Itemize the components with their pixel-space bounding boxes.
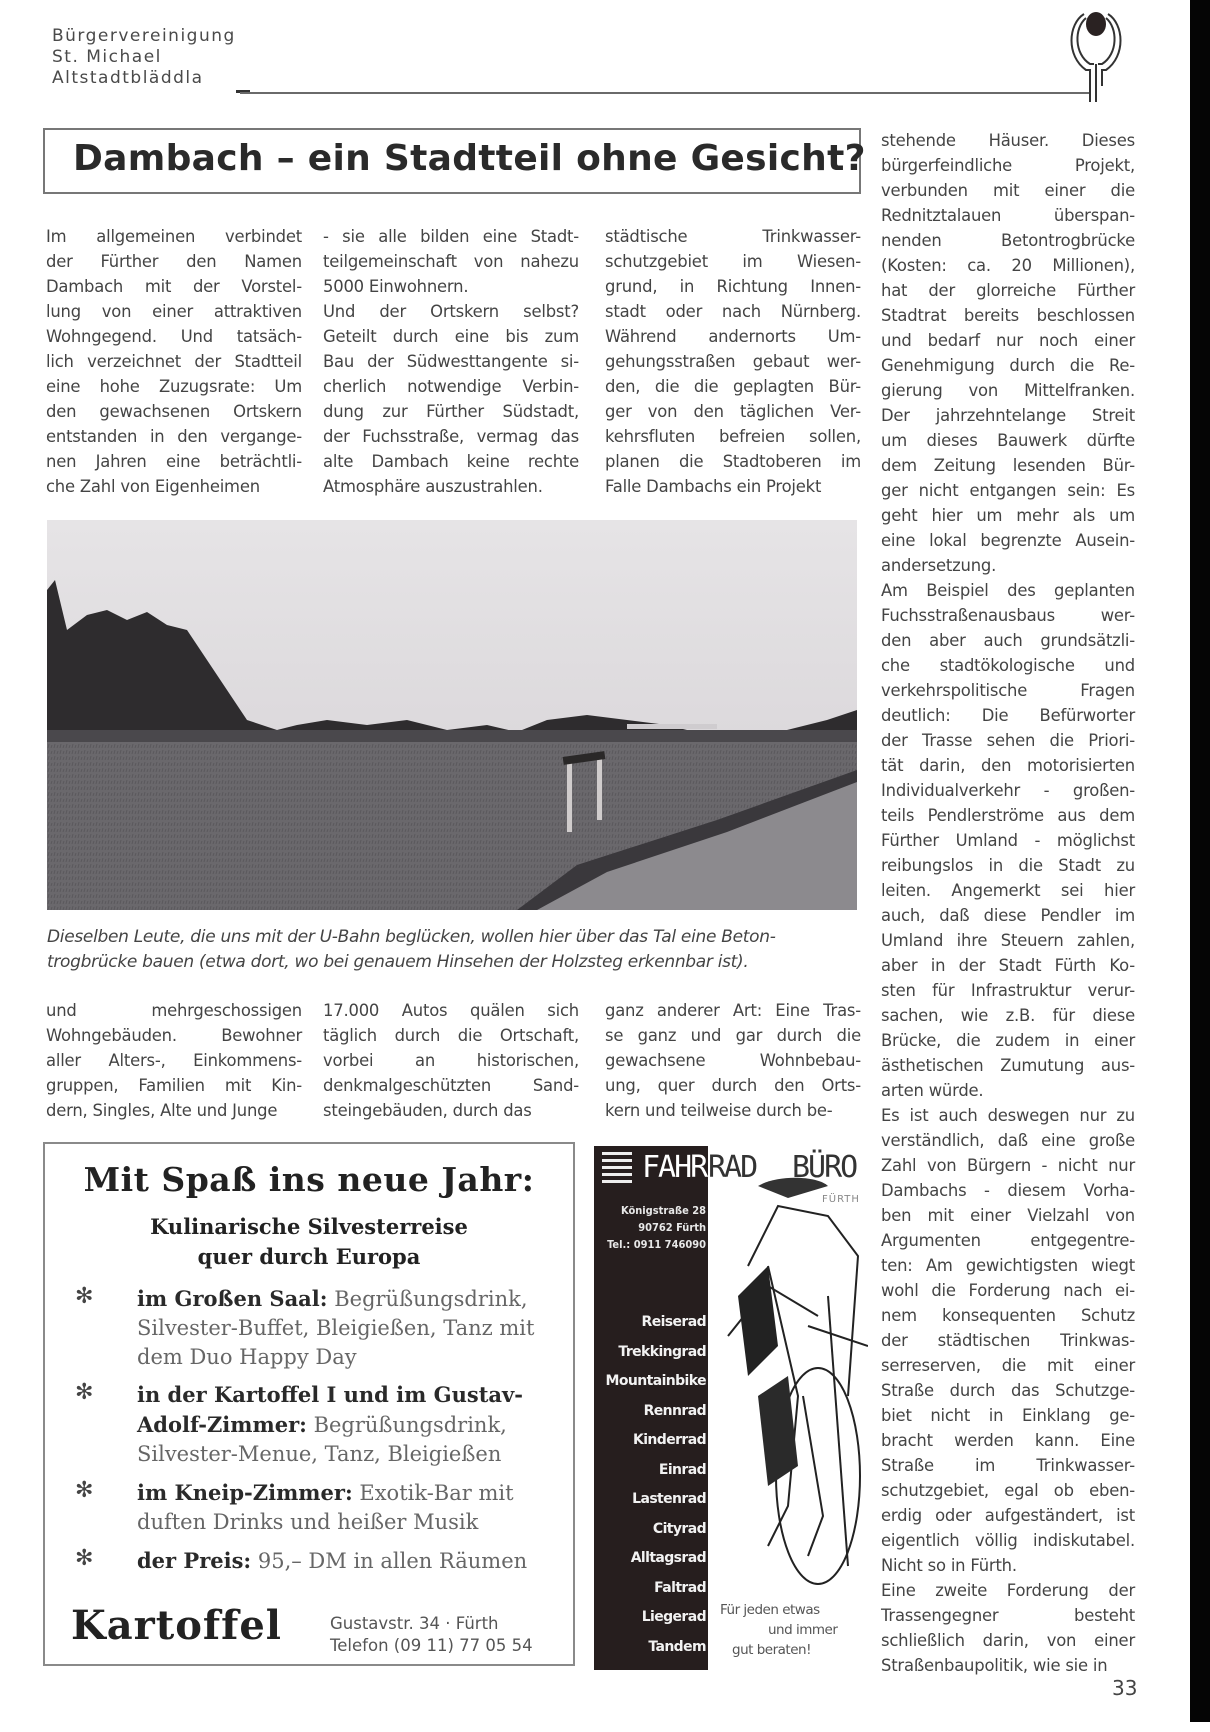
ad-item-details: Exotik-Bar mit duften Drinks und heißer Musik — [137, 1481, 514, 1534]
bike-type-item: Faltrad — [654, 1579, 706, 1596]
page-number: 33 — [1112, 1676, 1138, 1700]
text-line: Während andernorts Um- — [605, 327, 861, 346]
ad-item-price: 95,– DM in allen Räumen — [251, 1549, 528, 1573]
article-column-3-continued — [605, 998, 861, 1123]
text-line: Wohngebäuden. Bewohner — [46, 1026, 302, 1045]
bike-type-item: Mountainbike — [605, 1373, 706, 1389]
text-line: Dambach mit der Vorstel- — [46, 277, 302, 296]
text-line: Nicht so in Fürth. — [881, 1556, 1017, 1575]
slogan-line-2: und immer — [768, 1622, 838, 1638]
bike-type-item: Tandem — [648, 1638, 706, 1655]
text-line: andersetzung. — [881, 556, 997, 575]
text-line: Straße im Trinkwasser- — [881, 1456, 1135, 1475]
meadow-photo — [47, 520, 857, 910]
text-line: Der jahrzehntelange Streit — [881, 406, 1135, 425]
bike-type-item: Kinderrad — [632, 1432, 706, 1448]
text-line: Und der Ortskern selbst? — [323, 302, 579, 321]
text-line: Wohngegend. Und tatsäch- — [46, 327, 302, 346]
text-line: städtische Trinkwasser- — [605, 227, 861, 246]
text-line: reibungslos in die Stadt zu — [881, 856, 1135, 875]
kartoffel-contact — [330, 1613, 533, 1657]
text-line: ästhetischen Zumutung aus- — [881, 1056, 1135, 1075]
text-line: che stadtökologische und — [881, 656, 1135, 675]
text-line: deutlich: Die Befürworter — [881, 706, 1135, 725]
text-line: dung zur Fürther Südstadt, — [323, 402, 579, 421]
ad-title: Mit Spaß ins neue Jahr: — [83, 1160, 535, 1199]
bike-type-list — [606, 1308, 706, 1662]
kartoffel-address: Gustavstr. 34 · Fürth — [330, 1614, 499, 1633]
asterisk-icon: ✻ — [75, 1478, 94, 1503]
text-line: teils Pendlerströme aus dem — [881, 806, 1135, 825]
text-line: geht hier um mehr als um — [881, 506, 1135, 525]
ad-item-label: der Preis: — [137, 1548, 252, 1573]
text-line: che Zahl von Eigenheimen — [46, 477, 260, 496]
text-line: und mehrgeschossigen — [46, 1001, 302, 1020]
text-line: Falle Dambachs ein Projekt — [605, 477, 822, 496]
bike-type-item: Liegerad — [641, 1609, 706, 1625]
slogan-line-3: gut beraten! — [732, 1642, 811, 1658]
text-line: tät darin, den motorisierten — [881, 756, 1135, 775]
text-line: denkmalgeschützten Sand- — [323, 1076, 579, 1095]
text-line: teilgemeinschaft von nahezu — [323, 252, 579, 271]
ad-title-rad: RAD — [708, 1150, 757, 1185]
text-line: gehungsstraßen gebaut wer- — [605, 352, 861, 371]
fahrradbuero-street: Königstraße 28 — [620, 1204, 706, 1217]
kartoffel-advertisement — [43, 1142, 575, 1666]
text-line: Dambachs - diesem Vorha- — [881, 1181, 1135, 1200]
kartoffel-phone: Telefon (09 11) 77 05 54 — [330, 1636, 533, 1655]
text-line: Brücke, die zudem in einer — [881, 1031, 1135, 1050]
fahrradbuero-contact — [607, 1202, 706, 1253]
text-line: erdig oder aufgeständert, ist — [881, 1506, 1135, 1525]
text-line: biet nicht in Einklang ge- — [881, 1406, 1135, 1425]
kartoffel-brand-logo: Kartoffel — [71, 1602, 282, 1649]
text-line: arten würde. — [881, 1081, 984, 1100]
asterisk-icon: ✻ — [75, 1546, 94, 1571]
article-column-2 — [323, 224, 579, 499]
text-line: se ganz und gar durch die — [605, 1026, 861, 1045]
text-line: Fuchsstraßenausbaus wer- — [881, 606, 1135, 625]
ad-item-room: im Großen Saal: — [137, 1286, 328, 1311]
text-line: gierung von Mittelfranken. — [881, 381, 1135, 400]
text-line: (Kosten: ca. 20 Millionen), — [881, 256, 1135, 275]
ad-subtitle-1: Kulinarische Silvesterreise — [150, 1214, 468, 1239]
cyclist-illustration-icon — [708, 1146, 868, 1586]
text-line: Fürther Umland - möglichst — [881, 831, 1135, 850]
text-line: entstanden in den vergange- — [46, 427, 302, 446]
text-line: eine hohe Zuzugsrate: Um — [46, 377, 302, 396]
text-line: Straßenbaupolitik, wie sie in — [881, 1656, 1108, 1675]
text-line: den gewachsenen Ortskern — [46, 402, 302, 421]
text-line: Rednitztalauen überspan- — [881, 206, 1135, 225]
text-line: Geteilt durch eine bis zum — [323, 327, 579, 346]
text-line: Im allgemeinen verbindet — [46, 227, 302, 246]
text-line: gruppen, Familien mit Kin- — [46, 1076, 302, 1095]
text-line: Atmosphäre auszustrahlen. — [323, 477, 543, 496]
bike-type-item: Einrad — [658, 1461, 706, 1478]
text-line: nen Jahren eine beträchtli- — [46, 452, 302, 471]
text-line: hat der glorreiche Fürther — [881, 281, 1135, 300]
stripes-icon — [602, 1152, 632, 1187]
text-line: schutzgebiet im Wiesen- — [605, 252, 861, 271]
text-line: dern, Singles, Alte und Junge — [46, 1101, 278, 1120]
text-line: ger von den täglichen Ver- — [605, 402, 861, 421]
ad-item-room: in der Kartoffel I und im Gustav-Adolf-Zimmer: — [137, 1382, 523, 1437]
text-line: ten: Am gewichtigsten wiegt — [881, 1256, 1135, 1275]
text-line: verbunden mit einer die — [881, 181, 1135, 200]
text-line: lich verzeichnet der Stadtteil — [46, 352, 302, 371]
ad-slogan — [720, 1600, 837, 1660]
text-line: der Fuchsstraße, vermag das — [323, 427, 579, 446]
text-line: dem Zeitung lesenden Bür- — [881, 456, 1135, 475]
ad-item-room: im Kneip-Zimmer: — [137, 1480, 353, 1505]
bike-type-item: Rennrad — [643, 1402, 706, 1419]
bike-type-item: Cityrad — [652, 1520, 706, 1537]
text-line: alte Dambach keine rechte — [323, 452, 579, 471]
caption-line-2: trogbrücke bauen (etwa dort, wo bei genauem Hinsehen der Holzsteg erkennbar ist). — [47, 952, 749, 972]
bike-type-item: Lastenrad — [632, 1491, 706, 1507]
text-line: sten für Infrastruktur verur- — [881, 981, 1135, 1000]
text-line: verständlich, daß eine große — [881, 1131, 1135, 1150]
text-line: Stadtrat bereits beschlossen — [881, 306, 1135, 325]
article-column-1-continued — [46, 998, 302, 1123]
caption-line-1: Dieselben Leute, die uns mit der U-Bahn beglücken, wollen hier über das Tal eine Beton- — [47, 927, 776, 947]
article-column-4 — [881, 128, 1135, 1678]
article-column-3 — [605, 224, 861, 499]
text-line: 17.000 Autos quälen sich — [323, 1001, 579, 1020]
text-line: stadt oder nach Nürnberg. — [605, 302, 861, 321]
text-line: schließlich darin, von einer — [881, 1631, 1135, 1650]
masthead-organization: Bürgervereinigung — [52, 26, 236, 46]
text-line: ben mit einer Vielzahl von — [881, 1206, 1135, 1225]
text-line: Genehmigung durch die Re- — [881, 356, 1135, 375]
text-line: auch, daß diese Pendler im — [881, 906, 1135, 925]
fahrradbuero-zip-city: 90762 Fürth — [638, 1221, 706, 1234]
fahrradbuero-phone: Tel.: 0911 746090 — [607, 1238, 706, 1251]
text-line: kern und teilweise durch be- — [605, 1101, 833, 1120]
text-line: ger nicht entgangen sein: Es — [881, 481, 1135, 500]
text-line: Zahl von Bürgern - nicht nur — [881, 1156, 1135, 1175]
text-line: Trassengegner besteht — [881, 1606, 1135, 1625]
text-line: schutzgebiet, egal ob eben- — [881, 1481, 1135, 1500]
text-line: Argumenten entgegentre- — [881, 1231, 1135, 1250]
text-line: kehrsfluten befreien sollen, — [605, 427, 861, 446]
text-line: Umland ihre Steuern zahlen, — [881, 931, 1135, 950]
text-line: ganz anderer Art: Eine Tras- — [605, 1001, 861, 1020]
ad-subtitle-2: quer durch Europa — [197, 1244, 421, 1269]
text-line: - sie alle bilden eine Stadt- — [323, 227, 579, 246]
text-line: um dieses Bauwerk dürfte — [881, 431, 1135, 450]
text-line: täglich durch die Ortschaft, — [323, 1026, 579, 1045]
masthead-rule — [240, 92, 1090, 94]
text-line: steingebäuden, durch das — [323, 1101, 532, 1120]
article-column-1 — [46, 224, 302, 499]
masthead-publication: Altstadtbläddla — [52, 68, 204, 88]
text-line: wohl die Forderung nach ei- — [881, 1281, 1135, 1300]
text-line: Am Beispiel des geplanten — [881, 581, 1135, 600]
text-line: und bedarf nur noch einer — [881, 331, 1135, 350]
text-line: 5000 Einwohnern. — [323, 277, 469, 296]
fahrradbuero-advertisement — [594, 1146, 868, 1670]
photo-caption — [47, 925, 862, 975]
text-line: aller Alters-, Einkommens- — [46, 1051, 302, 1070]
scan-edge-border — [1190, 0, 1210, 1722]
text-line: cherlich notwendige Verbin- — [323, 377, 579, 396]
text-line: der Fürther den Namen — [46, 252, 302, 271]
text-line: nem konsequenten Schutz — [881, 1306, 1135, 1325]
text-line: Straße durch das Schutzge- — [881, 1381, 1135, 1400]
text-line: ung, quer durch den Orts- — [605, 1076, 861, 1095]
article-column-2-continued — [323, 998, 579, 1123]
text-line: bracht werden kann. Eine — [881, 1431, 1135, 1450]
masthead — [52, 26, 236, 89]
ad-item-details: Begrüßungsdrink, Silvester-Menue, Tanz, Bleigießen — [137, 1413, 507, 1466]
text-line: serreserven, die mit einer — [881, 1356, 1135, 1375]
text-line: der Trasse sehen die Priori- — [881, 731, 1135, 750]
text-line: aber in der Stadt Fürth Ko- — [881, 956, 1135, 975]
asterisk-icon: ✻ — [75, 1380, 94, 1405]
headline-box — [43, 128, 866, 194]
masthead-district: St. Michael — [52, 47, 162, 67]
text-line: eine lokal begrenzte Ausein- — [881, 531, 1135, 550]
bike-type-item: Reiserad — [641, 1314, 706, 1330]
ad-title-buero: BÜRO — [792, 1150, 857, 1185]
text-line: bürgerfeindliche Projekt, — [881, 156, 1135, 175]
text-line: Individualverkehr - großen- — [881, 781, 1135, 800]
text-line: lung von einer attraktiven — [46, 302, 302, 321]
text-line: stehende Häuser. Dieses — [881, 131, 1135, 150]
bike-type-item: Alltagsrad — [630, 1550, 706, 1566]
ad-title-fahr: FAHR — [642, 1150, 707, 1185]
text-line: den aber auch grundsätzli- — [881, 631, 1135, 650]
emblem-logo-icon — [1064, 6, 1128, 102]
asterisk-icon: ✻ — [75, 1284, 94, 1309]
text-line: grund, in Richtung Innen- — [605, 277, 861, 296]
text-line: planen die Stadtoberen im — [605, 452, 861, 471]
article-headline: Dambach – ein Stadtteil ohne Gesicht? — [73, 138, 866, 179]
text-line: Bau der Südwesttangente si- — [323, 352, 579, 371]
text-line: den, die die geplagten Bür- — [605, 377, 861, 396]
text-line: nenden Betontrogbrücke — [881, 231, 1135, 250]
ad-city: FÜRTH — [822, 1194, 860, 1205]
text-line: leiten. Angemerkt sei hier — [881, 881, 1135, 900]
text-line: vorbei an historischen, — [323, 1051, 579, 1070]
text-line: Eine zweite Forderung der — [881, 1581, 1135, 1600]
bike-type-item: Trekkingrad — [618, 1343, 706, 1360]
text-line: sachen, wie z.B. für diese — [881, 1006, 1135, 1025]
text-line: gewachsene Wohnbebau- — [605, 1051, 861, 1070]
slogan-line-1: Für jeden etwas — [720, 1602, 820, 1618]
text-line: verkehrspolitische Fragen — [881, 681, 1135, 700]
text-line: Es ist auch deswegen nur zu — [881, 1106, 1135, 1125]
text-line: der städtischen Trinkwas- — [881, 1331, 1135, 1350]
ad-item-details: Begrüßungsdrink, Silvester-Buffet, Bleigießen, Tanz mit dem Duo Happy Day — [137, 1287, 535, 1369]
text-line: eigentlich völlig indiskutabel. — [881, 1531, 1135, 1550]
